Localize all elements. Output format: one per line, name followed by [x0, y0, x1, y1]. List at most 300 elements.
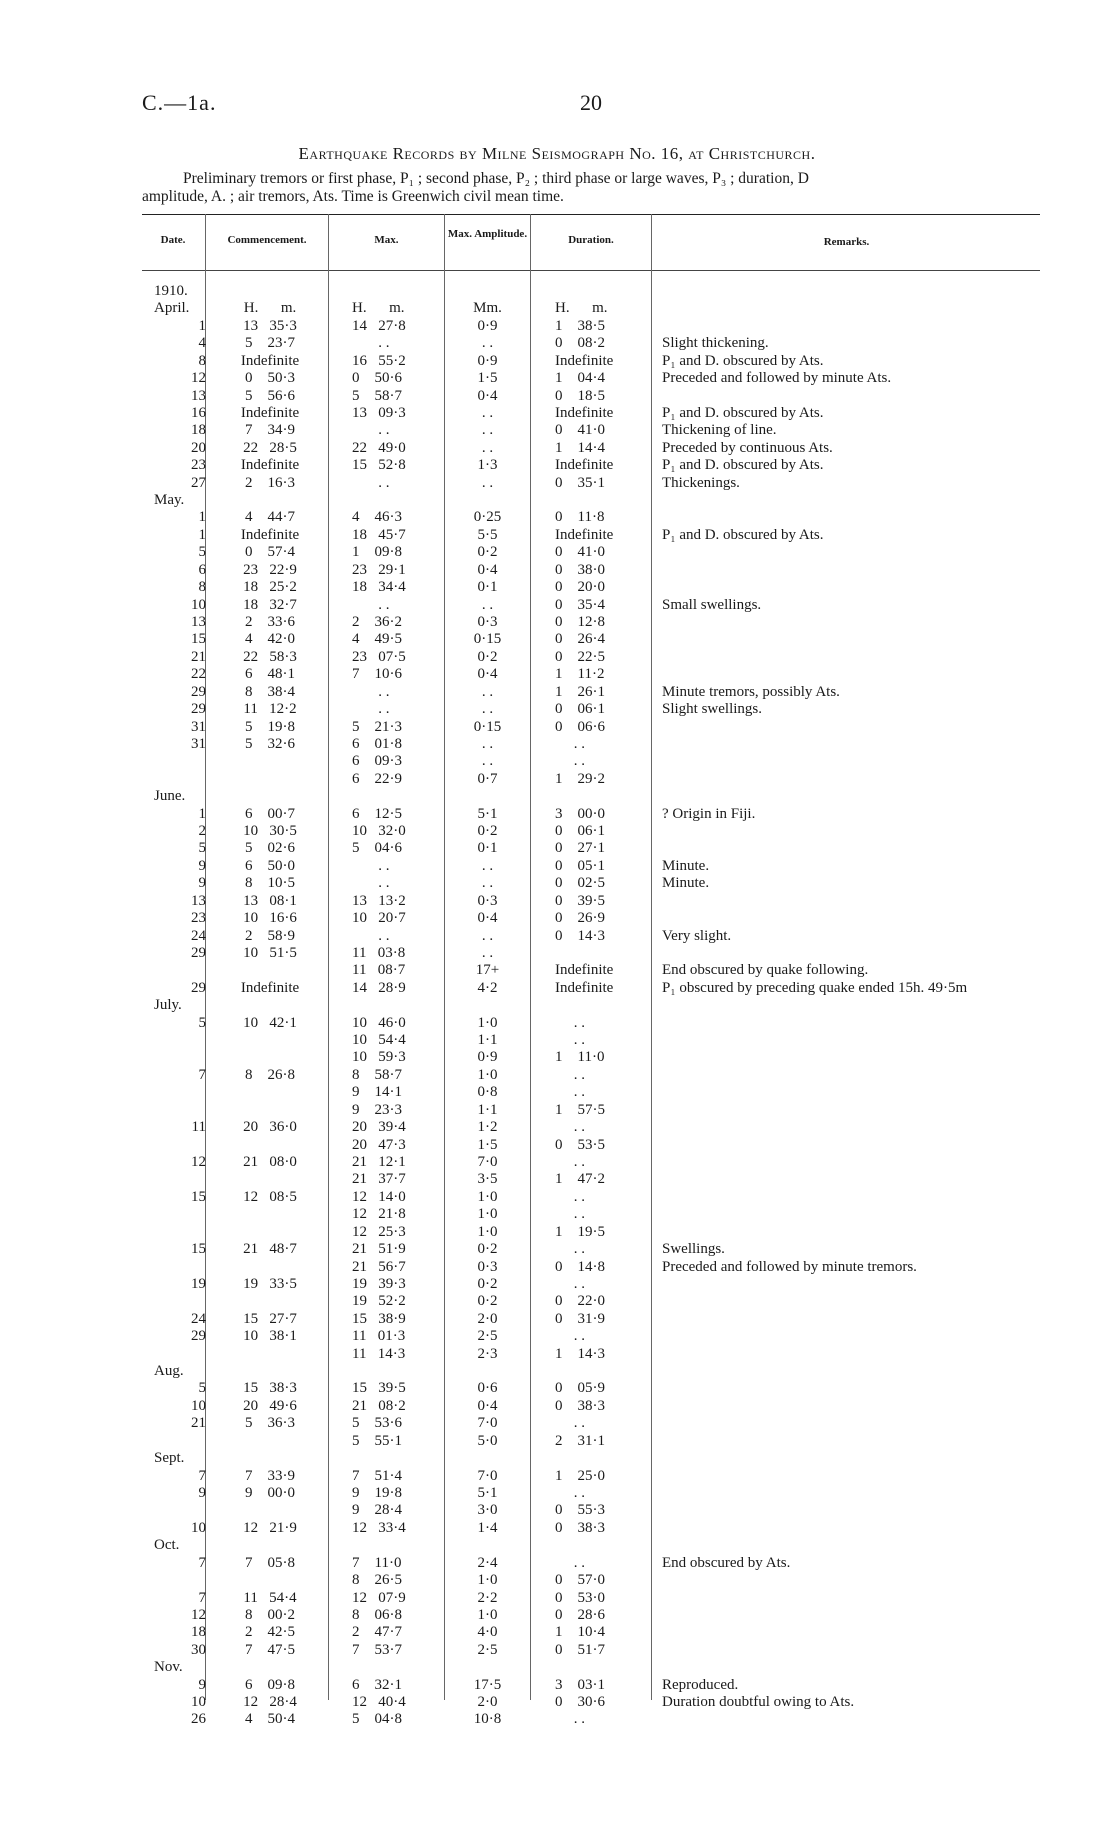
table-cell-commencement	[228, 1137, 312, 1154]
table-cell-duration: 0 35·4	[555, 597, 605, 613]
table-cell-remarks	[662, 893, 1042, 910]
table-cell-date: 21	[191, 1415, 206, 1431]
table-cell-max	[352, 1363, 432, 1380]
table-cell-commencement	[228, 283, 312, 300]
table-cell-remarks	[662, 1572, 1042, 1589]
table-cell-max: 10 20·7	[352, 910, 406, 926]
table-cell-duration: . .	[555, 1711, 585, 1727]
column-header-commencement: Commencement.	[227, 234, 307, 246]
table-cell-date	[142, 1084, 206, 1101]
table-cell-date: 29	[191, 945, 206, 961]
table-cell-date: 7	[198, 1468, 206, 1484]
table-cell-duration: 0 02·5	[555, 875, 605, 891]
table-cell-duration: 0 06·1	[555, 823, 605, 839]
table-cell-remarks	[662, 1137, 1042, 1154]
table-cell-remarks	[662, 283, 1042, 300]
table-cell-max	[352, 997, 432, 1014]
table-cell-date: May.	[154, 492, 185, 508]
page-title: Earthquake Records by Milne Seismograph No. 16, at Christchurch.	[298, 144, 816, 163]
table-cell-remarks	[662, 1293, 1042, 1310]
table-cell-remarks	[662, 1084, 1042, 1101]
table-cell-remarks	[662, 736, 1042, 753]
table-cell-max: 6 32·1	[352, 1677, 402, 1693]
table-cell-commencement	[228, 1363, 312, 1380]
table-cell-amplitude	[446, 788, 529, 805]
table-cell-duration: 0 35·1	[555, 475, 605, 491]
table-cell-remarks	[662, 1502, 1042, 1519]
table-cell-date: 13	[191, 893, 206, 909]
table-cell-remarks: Thickenings.	[662, 475, 740, 491]
table-cell-date: 31	[191, 719, 206, 735]
table-cell-max: 21 37·7	[352, 1171, 406, 1187]
table-cell-date: Nov.	[154, 1659, 183, 1675]
table-cell-commencement	[228, 1032, 312, 1049]
table-cell-duration: 0 38·3	[555, 1398, 605, 1414]
table-cell-duration: 0 53·0	[555, 1590, 605, 1606]
table-cell-remarks: P₁ and D. obscured by Ats.	[662, 405, 824, 421]
table-cell-date: 7	[198, 1555, 206, 1571]
table-cell-commencement: 0 50·3	[245, 370, 295, 386]
table-cell-amplitude: 1·1	[477, 1032, 498, 1048]
table-cell-amplitude: . .	[481, 405, 494, 421]
table-cell-date: 20	[191, 440, 206, 456]
table-cell-remarks	[662, 1642, 1042, 1659]
table-cell-max: H. m.	[352, 300, 405, 316]
table-cell-commencement: 18 25·2	[243, 579, 297, 595]
table-cell-amplitude: 0·9	[477, 1049, 498, 1065]
table-cell-date: 5	[198, 840, 206, 856]
table-cell-commencement: 6 48·1	[245, 666, 295, 682]
table-cell-duration: Indefinite	[555, 980, 614, 996]
table-cell-amplitude: . .	[481, 858, 494, 874]
table-cell-amplitude: 0·6	[477, 1380, 498, 1396]
table-cell-duration: Indefinite	[555, 405, 614, 421]
table-cell-remarks	[662, 1224, 1042, 1241]
table-cell-commencement: 5 02·6	[245, 840, 295, 856]
table-cell-commencement: Indefinite	[240, 405, 300, 421]
table-cell-amplitude: 5·1	[477, 1485, 498, 1501]
table-cell-max: . .	[352, 928, 390, 944]
table-cell-duration	[555, 1450, 639, 1467]
table-cell-commencement	[228, 1259, 312, 1276]
table-cell-date: 9	[198, 875, 206, 891]
table-cell-max: . .	[352, 597, 390, 613]
table-cell-commencement: 8 10·5	[245, 875, 295, 891]
table-cell-duration: 0 08·2	[555, 335, 605, 351]
table-cell-date: 18	[191, 422, 206, 438]
table-cell-max: 12 14·0	[352, 1189, 406, 1205]
table-cell-commencement: 9 00·0	[245, 1485, 295, 1501]
table-cell-date: 29	[191, 684, 206, 700]
table-cell-remarks	[662, 788, 1042, 805]
table-cell-commencement	[228, 1171, 312, 1188]
table-cell-date: 5	[198, 1015, 206, 1031]
table-cell-commencement: 15 27·7	[243, 1311, 297, 1327]
table-cell-amplitude: 2·4	[477, 1555, 498, 1571]
table-cell-duration: 0 12·8	[555, 614, 605, 630]
table-cell-max: 14 28·9	[352, 980, 406, 996]
table-cell-duration: 1 47·2	[555, 1171, 605, 1187]
table-cell-duration: 0 26·9	[555, 910, 605, 926]
table-cell-commencement: 15 38·3	[243, 1380, 297, 1396]
table-cell-duration: . .	[555, 1328, 585, 1344]
table-cell-commencement: 7 05·8	[245, 1555, 295, 1571]
table-cell-amplitude: 0·15	[473, 631, 502, 647]
table-cell-duration: . .	[555, 1032, 585, 1048]
table-cell-max: 10 32·0	[352, 823, 406, 839]
table-cell-commencement: 10 38·1	[243, 1328, 297, 1344]
table-cell-duration: 0 39·5	[555, 893, 605, 909]
table-cell-date: 18	[191, 1624, 206, 1640]
table-cell-remarks: Preceded and followed by minute tremors.	[662, 1259, 917, 1275]
table-cell-max: 13 13·2	[352, 893, 406, 909]
table-cell-date	[142, 1049, 206, 1066]
table-cell-max: 7 10·6	[352, 666, 402, 682]
table-cell-date: July.	[154, 997, 182, 1013]
table-cell-max: 15 38·9	[352, 1311, 406, 1327]
table-cell-max: 9 28·4	[352, 1502, 402, 1518]
table-cell-date: 10	[191, 1398, 206, 1414]
table-cell-amplitude: 1·0	[477, 1224, 498, 1240]
table-cell-duration: . .	[555, 1084, 585, 1100]
table-cell-amplitude: 3·0	[477, 1502, 498, 1518]
table-cell-date: Aug.	[154, 1363, 184, 1379]
table-cell-date: 12	[191, 1607, 206, 1623]
table-cell-date: 29	[191, 701, 206, 717]
table-cell-duration: 1 11·2	[555, 666, 605, 682]
table-cell-amplitude: 0·9	[477, 353, 498, 369]
table-cell-duration: 0 57·0	[555, 1572, 605, 1588]
table-cell-max: 7 51·4	[352, 1468, 402, 1484]
table-cell-amplitude: 1·0	[477, 1067, 498, 1083]
table-cell-commencement: 13 08·1	[243, 893, 297, 909]
table-cell-max: 5 04·6	[352, 840, 402, 856]
table-cell-remarks	[662, 1607, 1042, 1624]
table-cell-remarks: Preceded by continuous Ats.	[662, 440, 833, 456]
table-cell-amplitude: . .	[481, 875, 494, 891]
table-cell-remarks	[662, 509, 1042, 526]
table-cell-remarks: Preceded and followed by minute Ats.	[662, 370, 892, 386]
table-cell-remarks: End obscured by quake following.	[662, 962, 869, 978]
table-cell-commencement: 11 12·2	[243, 701, 297, 717]
table-cell-amplitude: 4·0	[477, 1624, 498, 1640]
table-cell-commencement: 20 49·6	[243, 1398, 297, 1414]
table-cell-remarks	[662, 579, 1042, 596]
table-cell-amplitude	[446, 1659, 529, 1676]
table-cell-date: 12	[191, 370, 206, 386]
table-cell-duration: 0 28·6	[555, 1607, 605, 1623]
table-cell-remarks	[662, 753, 1042, 770]
table-cell-max: 12 07·9	[352, 1590, 406, 1606]
table-cell-duration	[555, 1659, 639, 1676]
table-cell-duration: Indefinite	[555, 353, 614, 369]
table-cell-max: 21 08·2	[352, 1398, 406, 1414]
table-cell-amplitude: 0·3	[477, 1259, 498, 1275]
table-cell-max: 16 55·2	[352, 353, 406, 369]
table-cell-max: 12 25·3	[352, 1224, 406, 1240]
table-cell-remarks	[662, 1537, 1042, 1554]
table-cell-commencement: Indefinite	[240, 527, 300, 543]
table-cell-amplitude: . .	[481, 440, 494, 456]
table-cell-remarks	[662, 1624, 1042, 1641]
table-cell-amplitude	[446, 1363, 529, 1380]
table-cell-commencement	[228, 997, 312, 1014]
table-cell-remarks: Slight swellings.	[662, 701, 763, 717]
table-cell-date: 10	[191, 597, 206, 613]
table-cell-date: 26	[191, 1711, 206, 1727]
table-cell-date: 1910.	[154, 283, 188, 299]
table-cell-duration: 1 29·2	[555, 771, 605, 787]
table-cell-date: 4	[198, 335, 206, 351]
table-cell-amplitude: 0·4	[477, 388, 498, 404]
table-cell-max: 13 09·3	[352, 405, 406, 421]
table-cell-commencement: 6 09·8	[245, 1677, 295, 1693]
table-cell-date	[142, 1293, 206, 1310]
table-cell-commencement	[228, 771, 312, 788]
table-cell-remarks	[662, 614, 1042, 631]
table-cell-max: 21 51·9	[352, 1241, 406, 1257]
table-cell-amplitude: 1·3	[477, 457, 498, 473]
table-cell-date: 9	[198, 1677, 206, 1693]
column-header-date: Date.	[160, 234, 186, 246]
table-cell-date: 29	[191, 980, 206, 996]
table-cell-commencement: 6 00·7	[245, 806, 295, 822]
table-cell-commencement: 21 08·0	[243, 1154, 297, 1170]
table-cell-amplitude: 10·8	[473, 1711, 502, 1727]
table-cell-remarks	[662, 1450, 1042, 1467]
table-cell-commencement: 8 26·8	[245, 1067, 295, 1083]
table-cell-amplitude: 0·4	[477, 910, 498, 926]
table-cell-remarks	[662, 1189, 1042, 1206]
table-cell-duration: 1 14·4	[555, 440, 605, 456]
table-cell-max: 0 50·6	[352, 370, 402, 386]
table-cell-commencement	[228, 1224, 312, 1241]
table-cell-commencement: 5 23·7	[245, 335, 295, 351]
table-cell-date: 13	[191, 388, 206, 404]
table-cell-commencement: 8 38·4	[245, 684, 295, 700]
table-cell-amplitude: . .	[481, 597, 494, 613]
page-number: 20	[580, 90, 602, 115]
table-cell-amplitude: 1·5	[477, 370, 498, 386]
table-cell-commencement: 4 44·7	[245, 509, 295, 525]
table-cell-max: 10 54·4	[352, 1032, 406, 1048]
table-cell-max: 7 11·0	[352, 1555, 402, 1571]
table-cell-remarks	[662, 910, 1042, 927]
table-cell-date	[142, 771, 206, 788]
table-cell-max: 1 09·8	[352, 544, 402, 560]
table-cell-remarks	[662, 1154, 1042, 1171]
table-cell-duration: 0 22·5	[555, 649, 605, 665]
table-cell-duration: 1 25·0	[555, 1468, 605, 1484]
table-cell-remarks: End obscured by Ats.	[662, 1555, 791, 1571]
table-cell-commencement: 5 56·6	[245, 388, 295, 404]
table-cell-duration: 2 31·1	[555, 1433, 605, 1449]
table-cell-commencement	[228, 1502, 312, 1519]
table-cell-amplitude	[446, 997, 529, 1014]
table-cell-remarks: Minute.	[662, 875, 710, 891]
table-cell-date	[142, 962, 206, 979]
table-cell-date: 15	[191, 1189, 206, 1205]
table-cell-duration: Indefinite	[555, 457, 614, 473]
table-cell-commencement	[228, 1659, 312, 1676]
table-cell-commencement: 18 32·7	[243, 597, 297, 613]
table-cell-max: 23 29·1	[352, 562, 406, 578]
table-cell-remarks	[662, 1659, 1042, 1676]
table-cell-max: 15 52·8	[352, 457, 406, 473]
table-cell-duration: 0 05·9	[555, 1380, 605, 1396]
table-cell-amplitude: 0·4	[477, 562, 498, 578]
table-cell-date: April.	[154, 300, 190, 316]
table-cell-commencement: 4 42·0	[245, 631, 295, 647]
table-cell-duration: 0 38·3	[555, 1520, 605, 1536]
table-cell-amplitude: . .	[481, 945, 494, 961]
table-cell-commencement	[228, 1102, 312, 1119]
table-cell-remarks	[662, 631, 1042, 648]
table-cell-date: 10	[191, 1694, 206, 1710]
table-cell-amplitude: 0·4	[477, 1398, 498, 1414]
table-cell-date: 24	[191, 928, 206, 944]
table-cell-commencement: 7 33·9	[245, 1468, 295, 1484]
table-cell-remarks	[662, 1171, 1042, 1188]
table-cell-duration: . .	[555, 1555, 585, 1571]
table-cell-duration: Indefinite	[555, 527, 614, 543]
table-cell-remarks	[662, 1363, 1042, 1380]
table-cell-max: 12 40·4	[352, 1694, 406, 1710]
table-cell-amplitude: 5·0	[477, 1433, 498, 1449]
table-cell-date: 22	[191, 666, 206, 682]
table-cell-date: 30	[191, 1642, 206, 1658]
column-header-max: Max.	[374, 234, 399, 246]
table-cell-max: 10 59·3	[352, 1049, 406, 1065]
table-cell-max: 8 06·8	[352, 1607, 402, 1623]
table-cell-remarks	[662, 771, 1042, 788]
table-cell-date: 1	[198, 318, 206, 334]
table-cell-amplitude: 1·0	[477, 1572, 498, 1588]
table-cell-duration: 1 38·5	[555, 318, 605, 334]
table-cell-max: 11 14·3	[352, 1346, 406, 1362]
column-header-duration: Duration.	[568, 234, 614, 246]
table-cell-date: 9	[198, 1485, 206, 1501]
table-cell-date: 1	[198, 806, 206, 822]
column-header-remarks: Remarks.	[823, 236, 870, 248]
table-cell-remarks	[662, 1328, 1042, 1345]
table-cell-commencement: 10 30·5	[243, 823, 297, 839]
table-cell-commencement: 6 50·0	[245, 858, 295, 874]
table-cell-max: 11 03·8	[352, 945, 406, 961]
table-cell-remarks	[662, 1520, 1042, 1537]
table-cell-duration: . .	[555, 1067, 585, 1083]
table-cell-commencement	[228, 1206, 312, 1223]
table-cell-duration	[555, 1537, 639, 1554]
table-cell-max: . .	[352, 858, 390, 874]
table-cell-max: . .	[352, 701, 390, 717]
table-cell-max: 20 39·4	[352, 1119, 406, 1135]
table-cell-amplitude: 7·0	[477, 1415, 498, 1431]
table-cell-max: 4 49·5	[352, 631, 402, 647]
table-cell-remarks	[662, 1398, 1042, 1415]
table-cell-remarks: Slight thickening.	[662, 335, 769, 351]
table-cell-amplitude: 0·2	[477, 544, 498, 560]
table-cell-commencement: 10 42·1	[243, 1015, 297, 1031]
table-cell-commencement: 2 16·3	[245, 475, 295, 491]
table-cell-date: 10	[191, 1520, 206, 1536]
table-cell-remarks: Reproduced.	[662, 1677, 739, 1693]
table-cell-remarks	[662, 1102, 1042, 1119]
table-cell-amplitude: 2·5	[477, 1642, 498, 1658]
table-cell-max: 10 46·0	[352, 1015, 406, 1031]
table-cell-duration: 0 41·0	[555, 422, 605, 438]
table-cell-max: 18 45·7	[352, 527, 406, 543]
table-cell-duration: 0 18·5	[555, 388, 605, 404]
table-cell-date: 9	[198, 858, 206, 874]
table-cell-amplitude: 2·0	[477, 1311, 498, 1327]
table-cell-max: 23 07·5	[352, 649, 406, 665]
table-cell-date: 1	[198, 527, 206, 543]
table-cell-date	[142, 753, 206, 770]
table-cell-max: 5 58·7	[352, 388, 402, 404]
table-cell-remarks	[662, 1015, 1042, 1032]
table-cell-remarks	[662, 300, 1042, 317]
table-cell-amplitude: 0·2	[477, 649, 498, 665]
table-cell-max: 2 47·7	[352, 1624, 402, 1640]
table-cell-date	[142, 1171, 206, 1188]
table-cell-max: . .	[352, 335, 390, 351]
table-cell-duration: 0 38·0	[555, 562, 605, 578]
table-cell-remarks: P₁ and D. obscured by Ats.	[662, 457, 824, 473]
table-cell-commencement: 2 33·6	[245, 614, 295, 630]
table-cell-duration: . .	[555, 1276, 585, 1292]
table-cell-duration: . .	[555, 1154, 585, 1170]
table-cell-amplitude: 0·2	[477, 1241, 498, 1257]
table-cell-commencement: 4 50·4	[245, 1711, 295, 1727]
table-cell-commencement: 8 00·2	[245, 1607, 295, 1623]
table-cell-remarks	[662, 1433, 1042, 1450]
table-cell-duration: 3 03·1	[555, 1677, 605, 1693]
table-cell-amplitude: 0·2	[477, 823, 498, 839]
table-cell-remarks: P₁ obscured by preceding quake ended 15h. 49·5m	[662, 980, 968, 996]
table-cell-date	[142, 1206, 206, 1223]
table-cell-duration: . .	[555, 1206, 585, 1222]
table-cell-commencement: Indefinite	[240, 457, 300, 473]
table-cell-remarks	[662, 1049, 1042, 1066]
table-cell-max: 18 34·4	[352, 579, 406, 595]
table-cell-commencement: 2 42·5	[245, 1624, 295, 1640]
table-cell-remarks	[662, 1206, 1042, 1223]
table-cell-max: 4 46·3	[352, 509, 402, 525]
table-cell-duration: . .	[555, 1485, 585, 1501]
table-cell-remarks	[662, 1485, 1042, 1502]
table-cell-max: 20 47·3	[352, 1137, 406, 1153]
table-cell-date	[142, 1572, 206, 1589]
table-cell-date	[142, 1032, 206, 1049]
table-cell-max: . .	[352, 684, 390, 700]
table-cell-amplitude: . .	[481, 928, 494, 944]
table-cell-commencement: 10 16·6	[243, 910, 297, 926]
table-cell-duration: 0 27·1	[555, 840, 605, 856]
table-cell-date: 23	[191, 457, 206, 473]
table-cell-max: 5 04·8	[352, 1711, 402, 1727]
table-cell-amplitude: 5·5	[477, 527, 498, 543]
table-cell-duration	[555, 945, 639, 962]
table-cell-commencement	[228, 1537, 312, 1554]
table-cell-duration: 1 14·3	[555, 1346, 605, 1362]
table-cell-max	[352, 1537, 432, 1554]
table-cell-remarks: Minute tremors, possibly Ats.	[662, 684, 840, 700]
table-cell-max: . .	[352, 422, 390, 438]
table-cell-max	[352, 283, 432, 300]
table-cell-duration: 0 14·8	[555, 1259, 605, 1275]
table-cell-duration	[555, 1363, 639, 1380]
